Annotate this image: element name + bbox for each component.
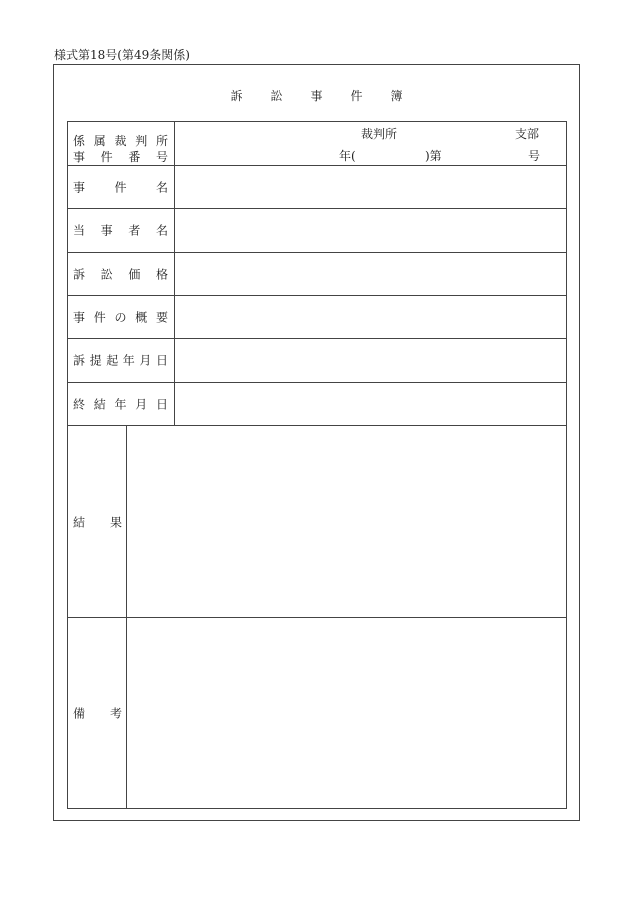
label-char: 事 [73, 180, 86, 195]
row-value-cell[interactable] [175, 296, 566, 338]
ledger-frame [53, 64, 580, 821]
label-char: 日 [155, 353, 168, 368]
label-char: 事 [100, 223, 113, 238]
row-label [73, 352, 168, 369]
label-char: 名 [155, 180, 168, 195]
remarks-label-cell [68, 618, 127, 808]
title-char: 簿 [390, 89, 403, 103]
label-char: 当 [73, 223, 86, 238]
row-label-cell [68, 166, 175, 208]
label-char: 訴 [73, 353, 86, 368]
remarks-value-cell[interactable] [127, 618, 566, 808]
title-char: 訟 [270, 89, 283, 103]
label-char: 価 [128, 267, 141, 282]
row-label-cell [68, 209, 175, 251]
label-char: 起 [106, 353, 119, 368]
parties-row [68, 209, 566, 252]
label-char: 概 [135, 310, 148, 325]
title-char: 件 [350, 89, 363, 103]
result-row [68, 426, 566, 618]
closing-date-row [68, 383, 566, 426]
row-label-cell [68, 296, 175, 338]
row-label-cell [68, 339, 175, 381]
label-char: 名 [155, 223, 168, 238]
case-name-row [68, 166, 566, 209]
row-label [73, 265, 168, 282]
label-char: 件 [114, 180, 127, 195]
court-suffix: 裁判所 [361, 127, 398, 141]
row-label [73, 179, 168, 196]
label-char: 結 [93, 397, 106, 412]
number-suffix: 号 [528, 149, 541, 163]
label-char: 結 [73, 515, 86, 529]
label-char: 号 [155, 150, 168, 164]
label-char: の [114, 310, 127, 325]
label-char: 年 [114, 397, 127, 412]
ledger-table [67, 121, 567, 809]
claim-value-row [68, 253, 566, 296]
row-value-cell[interactable] [175, 209, 566, 251]
remarks-row [68, 618, 566, 808]
branch-suffix: 支部 [515, 127, 540, 141]
row-label-cell [68, 383, 175, 425]
label-char: 者 [128, 223, 141, 238]
row-value-cell[interactable] [175, 339, 566, 381]
case-summary-row [68, 296, 566, 339]
label-char: 件 [100, 150, 113, 164]
result-value-cell[interactable] [127, 426, 566, 617]
label-char: 訟 [100, 267, 113, 282]
label-char: 事 [73, 310, 86, 325]
remarks-label [73, 705, 122, 722]
result-label-cell [68, 426, 127, 617]
year-open: 年( [339, 149, 356, 163]
label-char: 裁 [114, 134, 127, 148]
court-label [73, 132, 168, 149]
title-char: 訴 [230, 89, 243, 103]
label-char: 番 [128, 150, 141, 164]
year-close: )第 [425, 149, 442, 163]
label-char: 果 [109, 515, 122, 529]
row-label-cell [68, 253, 175, 295]
label-char: 所 [155, 134, 168, 148]
label-char: 係 [73, 134, 86, 148]
label-char: 要 [155, 310, 168, 325]
label-char: 提 [89, 353, 102, 368]
title-char: 事 [310, 89, 323, 103]
filing-date-row [68, 339, 566, 382]
label-char: 備 [73, 706, 86, 721]
row-value-cell[interactable] [175, 166, 566, 208]
label-char: 事 [73, 150, 86, 164]
row-value-cell[interactable] [175, 383, 566, 425]
label-char: 件 [93, 310, 106, 325]
label-char: 日 [155, 397, 168, 412]
form-number-label: 様式第18号(第49条関係) [54, 48, 190, 62]
label-char: 格 [155, 267, 168, 282]
label-char: 判 [135, 134, 148, 148]
row-label [73, 395, 168, 412]
label-char: 考 [109, 706, 122, 721]
label-char: 年 [122, 353, 135, 368]
label-char: 終 [73, 397, 86, 412]
court-case-value-cell[interactable] [175, 122, 566, 165]
label-char: 訴 [73, 267, 86, 282]
ledger-title [54, 87, 579, 104]
row-label [73, 222, 168, 239]
label-char: 月 [139, 353, 152, 368]
court-case-label-cell [68, 122, 175, 165]
row-value-cell[interactable] [175, 253, 566, 295]
court-case-row [68, 122, 566, 166]
label-char: 月 [135, 397, 148, 412]
result-label [73, 513, 122, 530]
row-label [73, 309, 168, 326]
case-number-label [73, 148, 168, 165]
label-char: 属 [93, 134, 106, 148]
